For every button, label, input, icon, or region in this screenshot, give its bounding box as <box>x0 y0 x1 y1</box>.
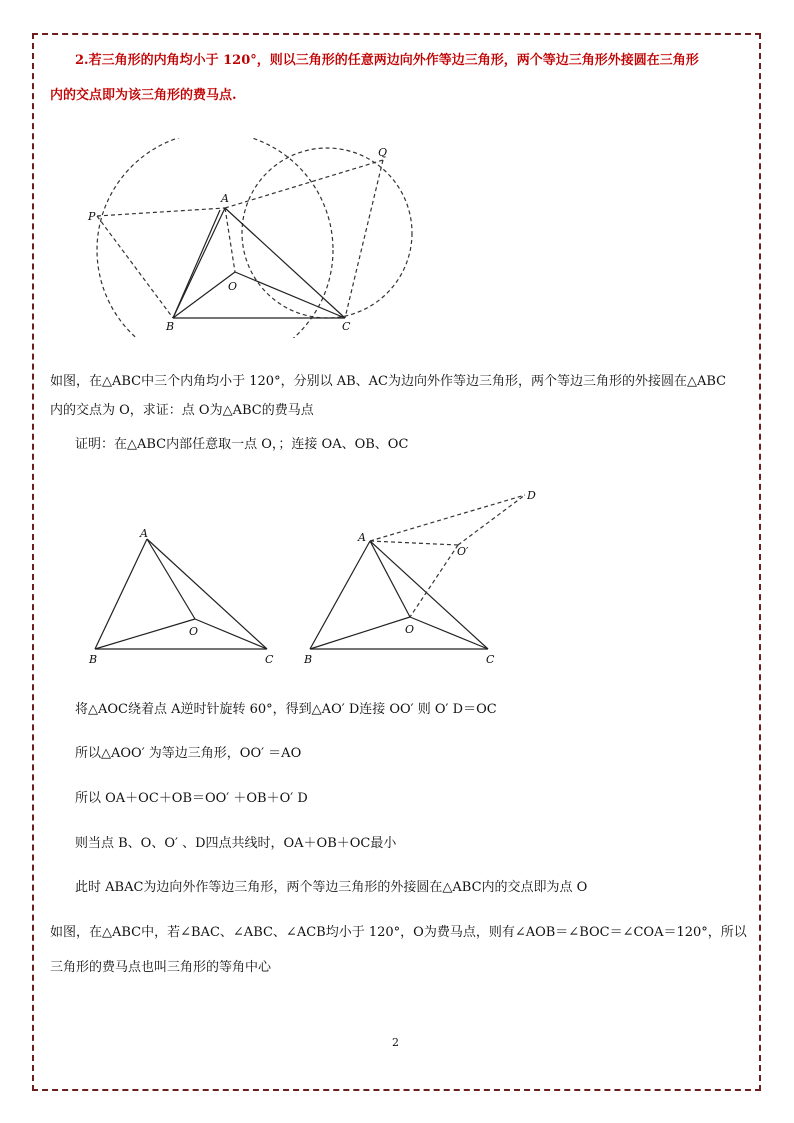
intro-line1: 如图，在△ABC中三个内角均小于 120°，分别以 AB、AC为边向外作等边三角形，两个等边三角形的外接圆在△ABC <box>50 374 727 389</box>
proof-step-2: 所以△AOO′ 为等边三角形，OO′ ＝AO <box>75 746 302 761</box>
proof-start: 证明：在△ABC内部任意取一点 O，；连接 OA、OB、OC <box>75 437 409 452</box>
triangle-abc-figure <box>85 525 285 670</box>
label-o: O <box>405 623 415 636</box>
segment-pb <box>97 216 173 318</box>
label-d: D <box>527 489 536 502</box>
proof-step-4: 则当点 B、O、O′ 、D四点共线时，OA＋OB＋OC最小 <box>75 836 397 851</box>
label-c: C <box>486 653 495 666</box>
proof-step-1: 将△AOC绕着点 A逆时针旋转 60°，得到△AO′ D连接 OO′ 则 O′ D＝OC <box>75 702 497 717</box>
fermat-circles-figure <box>80 138 420 338</box>
rotation-figure <box>300 485 550 670</box>
label-c: C <box>265 653 274 666</box>
label-o: O <box>189 625 199 638</box>
segment-ab-inner <box>173 210 220 318</box>
section-title-line2: 内的交点即为该三角形的费马点. <box>50 88 237 103</box>
proof-step-5: 此时 ABAC为边向外作等边三角形，两个等边三角形的外接圆在△ABC内的交点即为点 O <box>75 880 588 895</box>
label-c: C <box>342 320 351 333</box>
intro-line2: 内的交点为 O，求证：点 O为△ABC的费马点 <box>50 403 314 418</box>
label-b: B <box>304 653 313 666</box>
segment-qc <box>345 160 383 318</box>
label-b: B <box>89 653 98 666</box>
label-b: B <box>166 320 175 333</box>
section-title-line1: 2.若三角形的内角均小于 120°，则以三角形的任意两边向外作等边三角形，两个等边三角形外接圆在三角形 <box>75 53 699 68</box>
circumcircle-acq <box>242 148 412 318</box>
label-q: Q <box>378 146 388 159</box>
label-a: A <box>140 527 148 540</box>
segment-oc <box>235 272 345 318</box>
label-a: A <box>358 531 366 544</box>
label-o-prime: O′ <box>457 545 469 558</box>
segment-ob <box>173 272 238 318</box>
proof-step-3: 所以 OA＋OC＋OB＝OO′ ＋OB＋O′ D <box>75 791 308 806</box>
segment-aq <box>225 160 383 208</box>
segment-ac <box>225 208 345 318</box>
conclusion-line1: 如图，在△ABC中，若∠BAC、∠ABC、∠ACB均小于 120°，O为费马点，则有∠AOB＝∠BOC＝∠COA＝120°，所以 <box>50 925 747 940</box>
label-a: A <box>221 192 229 205</box>
segment-pa <box>97 208 225 216</box>
label-p: P <box>88 210 96 223</box>
page-number: 2 <box>392 1036 399 1049</box>
label-o: O <box>228 280 238 293</box>
segment-ao <box>225 208 235 272</box>
circumcircle-abp <box>97 138 333 338</box>
conclusion-line2: 三角形的费马点也叫三角形的等角中心 <box>50 960 272 975</box>
